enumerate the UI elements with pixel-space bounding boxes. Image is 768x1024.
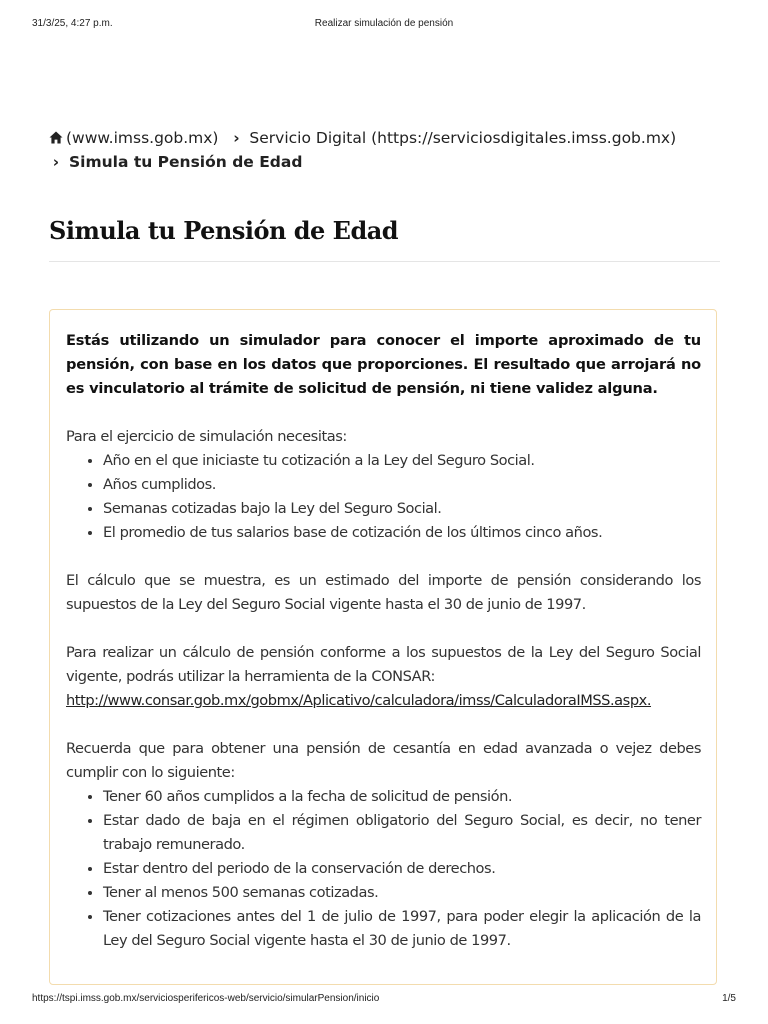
- list-item: • Estar dentro del periodo de la conservación de derechos.: [103, 857, 701, 881]
- list-item: • Año en el que iniciaste tu cotización a la Ley del Seguro Social.: [103, 449, 701, 473]
- print-url: https://tspi.imss.gob.mx/serviciosperifericos-web/servicio/simularPension/inicio: [32, 993, 380, 1004]
- consar-paragraph: [66, 641, 701, 713]
- breadcrumb-service-link[interactable]: Servicio Digital (https://serviciosdigitales.imss.gob.mx): [249, 129, 677, 147]
- breadcrumb-line-1: [49, 126, 729, 150]
- calculation-note: El cálculo que se muestra, es un estimado del importe de pensión considerando los supuestos de la Ley del Seguro Social vigente hasta el 30 de junio de 1997.: [66, 572, 701, 613]
- breadcrumb-line-2: [49, 150, 729, 174]
- consar-text: Para realizar un cálculo de pensión conforme a los supuestos de la Ley del Seguro Social vigente, podrás utilizar la herramienta de la CONSAR:: [66, 644, 701, 685]
- list-item: • Tener 60 años cumplidos a la fecha de solicitud de pensión.: [103, 785, 701, 809]
- page-title: Simula tu Pensión de Edad: [49, 216, 399, 245]
- breadcrumb-home-link[interactable]: [49, 129, 223, 147]
- print-footer: [32, 993, 736, 1007]
- list-item: • Años cumplidos.: [103, 473, 701, 497]
- list-item: • Estar dado de baja en el régimen obligatorio del Seguro Social, es decir, no tener trabajo remunerado.: [103, 809, 701, 857]
- list-item: • Semanas cotizadas bajo la Ley del Seguro Social.: [103, 497, 701, 521]
- print-page-title: Realizar simulación de pensión: [314, 18, 454, 29]
- page-number: 1/5: [722, 993, 736, 1004]
- simulator-notice: [49, 309, 717, 985]
- requirements-intro: Para el ejercicio de simulación necesitas:: [66, 428, 347, 445]
- list-item: • Tener al menos 500 semanas cotizadas.: [103, 881, 701, 905]
- conditions-intro: Recuerda que para obtener una pensión de cesantía en edad avanzada o vejez debes cumplir con lo siguiente:: [66, 740, 701, 781]
- consar-calculator-link[interactable]: http://www.consar.gob.mx/gobmx/Aplicativo/calculadora/imss/CalculadoraIMSS.aspx.: [66, 692, 652, 709]
- list-item: • El promedio de tus salarios base de cotización de los últimos cinco años.: [103, 521, 701, 545]
- breadcrumb: [49, 126, 729, 174]
- breadcrumb-home-label: (www.imss.gob.mx): [66, 129, 219, 147]
- home-icon: [49, 131, 63, 144]
- breadcrumb-current: Simula tu Pensión de Edad: [69, 153, 303, 171]
- list-item: • Tener cotizaciones antes del 1 de julio de 1997, para poder elegir la aplicación de la Ley del Seguro Social vigente hasta el 30 de junio de 1997.: [103, 905, 701, 953]
- conditions-list: [66, 785, 701, 953]
- requirements-list: [66, 449, 701, 545]
- chevron-right-icon: ›: [233, 129, 240, 147]
- print-header: [32, 18, 736, 32]
- disclaimer-text: Estás utilizando un simulador para conocer el importe aproximado de tu pensión, con base en los datos que proporciones. El resultado que arrojará no es vinculatorio al trámite de solicitud de pensión, ni tiene validez alguna.: [66, 332, 701, 397]
- title-divider: [49, 261, 720, 262]
- print-datetime: 31/3/25, 4:27 p.m.: [32, 18, 113, 29]
- chevron-right-icon: ›: [52, 153, 60, 171]
